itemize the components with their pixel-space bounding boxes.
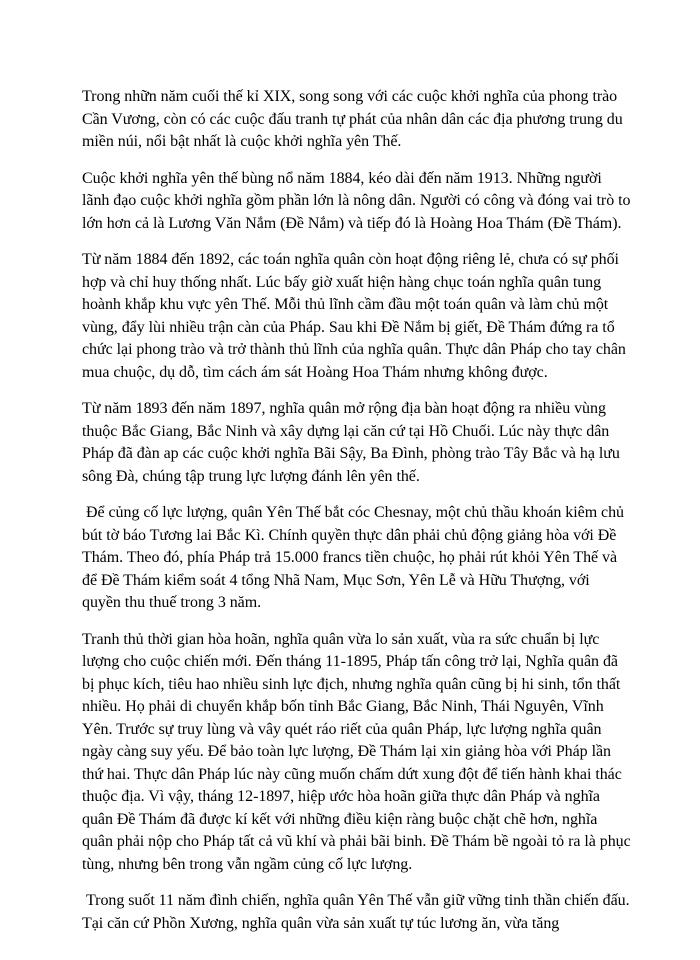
paragraph-intro: Trong nhữn năm cuối thế kỉ XIX, song song với các cuộc khởi nghĩa của phong trào Cần Vương, còn có các cuộc đấu tranh tự phát của nhân dân các địa phương trung du miền núi, nổi bật nhất là cuộc khởi nghĩa yên Thế. [82, 88, 623, 150]
paragraph-uprising-start: Cuộc khởi nghĩa yên thế bùng nổ năm 1884, kéo dài đến năm 1913. Những người lãnh đạo cuộc khởi nghĩa gồm phần lớn là nông dân. Người có công và đóng vai trò to lớn hơn cả là Lương Văn Nắm (Đề Nắm) và tiếp đó là Hoàng Hoa Thám (Đề Thám). [82, 169, 631, 232]
paragraph-truce-period: Tranh thủ thời gian hòa hoãn, nghĩa quân vừa lo sản xuất, vùa ra sức chuẩn bị lực lượng cho cuộc chiến mới. Đến tháng 11-1895, Pháp tấn công trở lại, Nghĩa quân đã bị phục kích, tiêu hao nhiều sinh lực địch, nhưng nghĩa quân cũng bị hi sinh, tổn thất nhiều. Họ phải di chuyển khắp bốn tỉnh Bắc Giang, Bắc Ninh, Thái Nguyên, Vĩnh Yên. Trước sự truy lùng và vây quét ráo riết của quân Pháp, lực lượng nghĩa quân ngày càng suy yếu. Để bảo toàn lực lượng, Đề Thám lại xin giảng hòa với Pháp lần thứ hai. Thực dân Pháp lúc này cũng muốn chấm dứt xung đột để tiến hành khai thác thuộc địa. Vì vậy, tháng 12-1897, hiệp ước hòa hoãn giữa thực dân Pháp và nghĩa quân Đề Thám đã được kí kết với những điều kiện ràng buộc chặt chẽ hơn, nghĩa quân phải nộp cho Pháp tất cả vũ khí và phải bãi binh. Đề Thám bề ngoài tỏ ra là phục tùng, nhưng bên trong vẫn ngầm củng cố lực lượng. [82, 630, 631, 873]
paragraph-phase-1893-1897: Từ năm 1893 đến năm 1897, nghĩa quân mở rộng địa bàn hoạt động ra nhiều vùng thuộc Bắc Giang, Bắc Ninh và xây dựng lại căn cứ tại Hồ Chuối. Lúc này thực dân Pháp đã đàn ap các cuộc khởi nghĩa Bãi Sậy, Ba Đình, phòng trào Tây Bắc và hạ lưu sông Đà, chúng tập trung lực lượng đánh lên yên thế. [82, 400, 620, 485]
paragraph-chesnay-kidnapping: Để củng cố lực lượng, quân Yên Thế bắt cóc Chesnay, một chủ thầu khoán kiêm chủ bút tờ báo Tương lai Bắc Kì. Chính quyền thực dân phải chủ động giảng hòa với Đề Thám. Theo đó, phía Pháp trả 15.000 francs tiền chuộc, họ phải rút khỏi Yên Thế và để Đề Thám kiểm soát 4 tổng Nhã Nam, Mục Sơn, Yên Lễ và Hữu Thượng, với quyền thu thuế trong 3 năm. [82, 504, 625, 611]
paragraph-phase-1884-1892: Từ năm 1884 đến 1892, các toán nghĩa quân còn hoạt động riêng lẻ, chưa có sự phối hợp và chỉ huy thống nhất. Lúc bấy giờ xuất hiện hàng chục toán nghĩa quân tung hoành khắp khu vực yên Thế. Mỗi thủ lĩnh cầm đầu một toán quân và làm chủ một vùng, đẩy lùi nhiều trận càn của Pháp. Sau khi Đề Nắm bị giết, Đề Thám đứng ra tổ chức lại phong trào và trở thành thủ lĩnh của nghĩa quân. Thực dân Pháp cho tay chân mua chuộc, dụ dỗ, tìm cách ám sát Hoàng Hoa Thám nhưng không được. [82, 251, 626, 381]
paragraph-eleven-years: Trong suốt 11 năm đình chiến, nghĩa quân Yên Thế vẫn giữ vững tinh thần chiến đấu. Tại căn cứ Phồn Xương, nghĩa quân vừa sản xuất tự túc lương ăn, vừa tăng [82, 892, 630, 932]
